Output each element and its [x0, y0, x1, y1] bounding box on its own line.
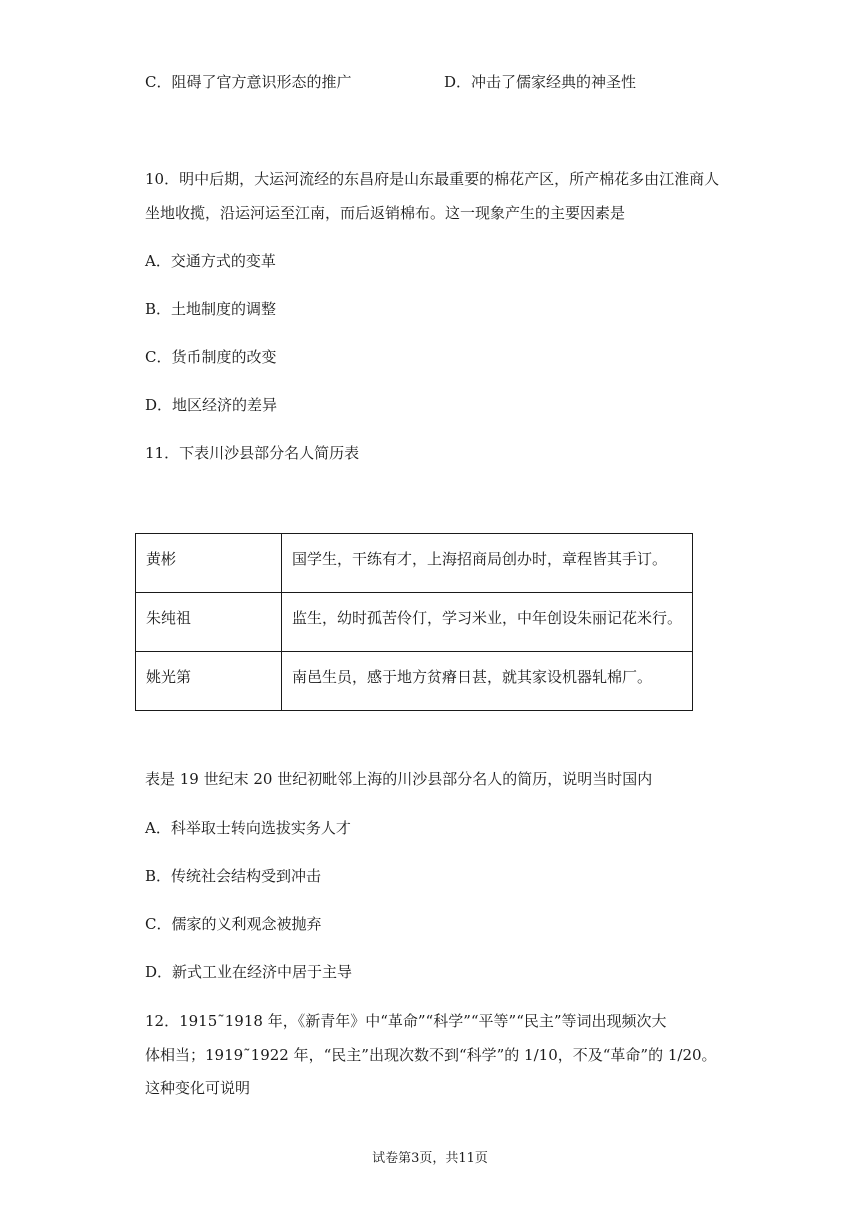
q10-option-d: D．地区经济的差异	[145, 396, 278, 414]
q11-option-c: C．儒家的义利观念被抛弃	[145, 915, 322, 933]
q10-stem-line2: 坐地收揽，沿运河运至江南，而后返销棉布。这一现象产生的主要因素是	[145, 204, 626, 222]
table-cell-bio: 南邑生员，感于地方贫瘠日甚，就其家设机器轧棉厂。	[282, 652, 693, 711]
q10-option-c: C．货币制度的改变	[145, 348, 277, 366]
table-cell-name: 朱纯祖	[136, 593, 282, 652]
table-cell-name: 黄彬	[136, 534, 282, 593]
celebrity-table	[135, 533, 693, 711]
q12-stem-line1: 12．1915˜1918 年，《新青年》中“革命”“科学”“平等”“民主”等词出现频次大	[145, 1012, 667, 1030]
q11-option-b: B．传统社会结构受到冲击	[145, 867, 322, 885]
q10-option-b: B．土地制度的调整	[145, 300, 277, 318]
q11-follow-text: 表是 19 世纪末 20 世纪初毗邻上海的川沙县部分名人的简历，说明当时国内	[145, 770, 653, 788]
table-row	[136, 534, 693, 593]
q9-option-d: D．冲击了儒家经典的神圣性	[444, 73, 637, 91]
q9-option-c: C．阻碍了官方意识形态的推广	[145, 73, 352, 91]
q12-stem-line2: 体相当；1919˜1922 年，“民主”出现次数不到“科学”的 1/10，不及“革命”的 1/20。	[145, 1046, 717, 1064]
table-row	[136, 593, 693, 652]
q10-stem-line1: 10．明中后期，大运河流经的东昌府是山东最重要的棉花产区，所产棉花多由江淮商人	[145, 170, 720, 188]
q11-stem: 11．下表川沙县部分名人简历表	[145, 444, 360, 462]
table-cell-bio: 国学生，干练有才，上海招商局创办时，章程皆其手订。	[282, 534, 693, 593]
q10-option-a: A．交通方式的变革	[145, 252, 276, 270]
table-cell-name: 姚光第	[136, 652, 282, 711]
table-row	[136, 652, 693, 711]
page-footer: 试卷第3页，共11页	[372, 1151, 488, 1166]
q12-stem-line3: 这种变化可说明	[145, 1079, 251, 1097]
q11-option-a: A．科举取士转向选拔实务人才	[145, 819, 351, 837]
q11-option-d: D．新式工业在经济中居于主导	[145, 963, 353, 981]
table-cell-bio: 监生，幼时孤苦伶仃，学习米业，中年创设朱丽记花米行。	[282, 593, 693, 652]
